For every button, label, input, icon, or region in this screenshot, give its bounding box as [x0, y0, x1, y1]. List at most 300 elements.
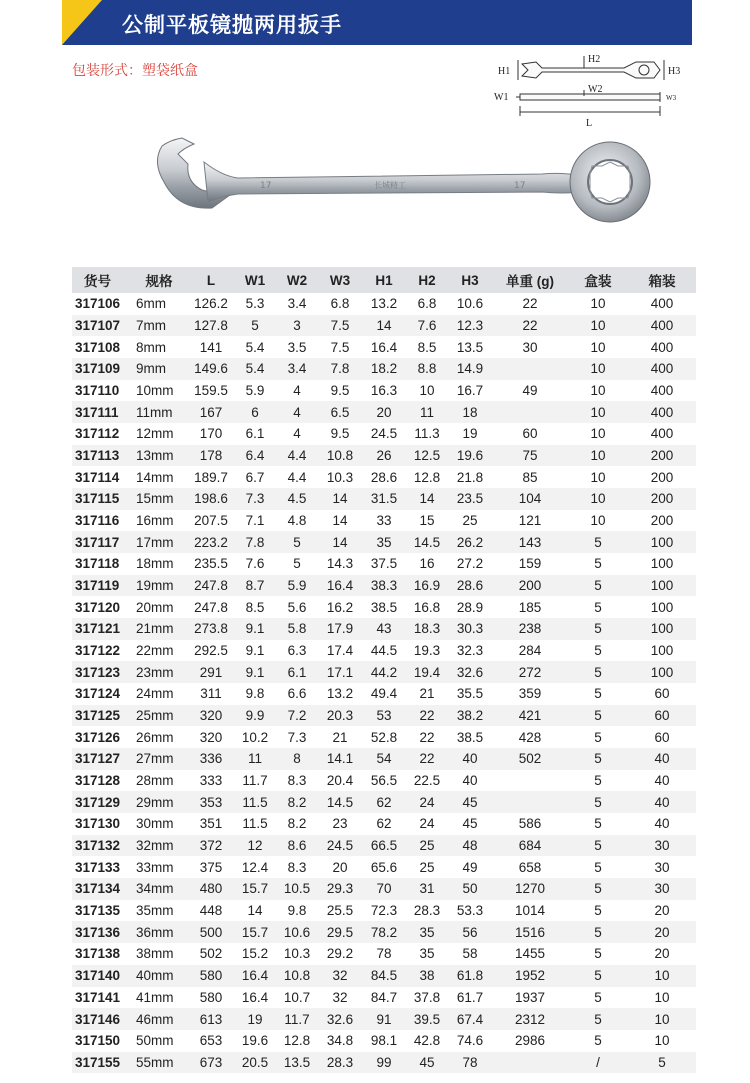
table-cell: 200	[628, 445, 696, 467]
wrench-marking-right: 17	[514, 181, 526, 191]
table-cell: 684	[492, 835, 568, 857]
table-cell: 10	[568, 401, 628, 423]
table-cell: 653	[199, 1033, 223, 1049]
table-cell: 33	[376, 513, 392, 529]
table-cell: 207.5	[194, 513, 228, 529]
table-cell: 10	[654, 1033, 670, 1049]
table-cell: 14	[247, 903, 263, 919]
table-cell	[492, 358, 568, 380]
table-cell: 65.6	[370, 859, 398, 875]
table-cell: 25	[462, 513, 478, 529]
table-cell: 9.5	[330, 383, 350, 399]
table-cell: 10.6	[456, 296, 484, 312]
table-cell: 12.5	[406, 445, 448, 467]
table-cell: 200	[650, 469, 674, 485]
table-cell: 141	[199, 339, 223, 355]
table-cell: 31	[406, 878, 448, 900]
table-cell: 5.4	[234, 358, 276, 380]
table-cell: 30	[654, 859, 670, 875]
item-code-cell: 317121	[72, 618, 130, 640]
table-cell: 24	[419, 816, 435, 832]
table-cell: 60	[654, 686, 670, 702]
table-cell: 238	[492, 618, 568, 640]
table-cell: 4	[276, 401, 318, 423]
table-cell: 29.5	[318, 921, 362, 943]
diagram-label-l: L	[586, 118, 593, 129]
table-cell: 353	[188, 791, 234, 813]
size-cell: 11mm	[130, 401, 188, 423]
table-cell: 673	[188, 1052, 234, 1074]
table-cell: 13.5	[276, 1052, 318, 1074]
table-cell: 16.9	[406, 575, 448, 597]
table-cell: 273.8	[188, 618, 234, 640]
table-cell: 45	[448, 791, 492, 813]
size-cell: 35mm	[136, 903, 174, 919]
table-cell: 5	[594, 816, 602, 832]
table-cell: 40	[654, 816, 670, 832]
size-cell: 18mm	[136, 556, 174, 572]
table-cell: 292.5	[194, 643, 228, 659]
table-cell: 54	[362, 748, 406, 770]
table-cell: 100	[628, 531, 696, 553]
table-cell: 5	[594, 946, 602, 962]
size-cell: 22mm	[136, 643, 174, 659]
table-cell: 52.8	[370, 729, 398, 745]
table-cell: 400	[628, 401, 696, 423]
table-cell: 5	[594, 1033, 602, 1049]
table-cell: 12	[234, 835, 276, 857]
table-cell: 189.7	[194, 469, 228, 485]
table-cell: 5.9	[276, 575, 318, 597]
table-cell: 372	[188, 835, 234, 857]
table-cell: 6.6	[287, 686, 307, 702]
table-cell: 11.3	[414, 426, 440, 442]
table-cell: 10.5	[276, 878, 318, 900]
table-cell: 11.5	[242, 816, 268, 832]
table-row	[72, 531, 696, 553]
table-cell: 58	[462, 946, 478, 962]
table-cell: 9.5	[330, 426, 350, 442]
table-cell: 44.5	[370, 643, 398, 659]
table-cell: 24.5	[370, 426, 398, 442]
table-cell: 10	[568, 315, 628, 337]
table-cell: 16.7	[456, 383, 484, 399]
table-cell: 4.5	[276, 488, 318, 510]
size-cell: 15mm	[130, 488, 188, 510]
table-row	[72, 813, 696, 835]
table-cell: 6.4	[234, 445, 276, 467]
item-code-cell: 317112	[75, 426, 120, 442]
item-code-cell: 317122	[75, 643, 121, 659]
table-cell: 143	[492, 531, 568, 553]
table-cell: 40	[628, 748, 696, 770]
table-row	[72, 726, 696, 748]
table-cell: 8	[276, 748, 318, 770]
item-code-cell: 317132	[72, 835, 130, 857]
table-cell: 38.2	[448, 705, 492, 727]
table-cell: 320	[199, 729, 223, 745]
size-cell: 8mm	[136, 339, 166, 355]
column-header: H2	[406, 267, 448, 293]
table-row	[72, 1052, 696, 1074]
table-cell: 7.6	[406, 315, 448, 337]
table-cell: 14	[406, 488, 448, 510]
item-code-cell: 317120	[75, 599, 121, 615]
table-cell: 200	[492, 575, 568, 597]
table-cell: 1516	[492, 921, 568, 943]
table-row	[72, 445, 696, 467]
table-cell: 284	[518, 643, 542, 659]
item-code-cell: 317111	[72, 401, 130, 423]
item-code-cell: 317109	[72, 358, 130, 380]
table-cell: 658	[518, 859, 542, 875]
packaging-note: 包装形式：塑袋纸盒	[72, 63, 198, 79]
table-cell: 18.2	[362, 358, 406, 380]
table-row	[72, 293, 696, 315]
table-cell: 66.5	[362, 835, 406, 857]
column-header: 盒装	[568, 267, 628, 293]
table-cell: 60	[654, 729, 670, 745]
table-cell: 44.2	[362, 661, 406, 683]
column-header: 货号	[72, 267, 130, 293]
table-cell: 34.8	[326, 1033, 354, 1049]
size-cell: 46mm	[130, 1008, 188, 1030]
table-cell: 5	[568, 1008, 628, 1030]
table-cell: 28.3	[318, 1052, 362, 1074]
table-cell: 14.5	[406, 531, 448, 553]
table-cell: 6.1	[276, 661, 318, 683]
table-cell: 5	[568, 965, 628, 987]
table-cell: 25	[419, 859, 435, 875]
table-cell: 4.4	[287, 469, 307, 485]
size-cell: 33mm	[136, 859, 174, 875]
table-cell: 480	[188, 878, 234, 900]
column-header: 规格	[130, 267, 188, 293]
table-cell: 5.6	[287, 599, 307, 615]
item-code-cell: 317135	[75, 903, 121, 919]
table-cell: 27.2	[456, 556, 484, 572]
item-code-cell: 317110	[75, 383, 120, 399]
table-cell: 16.4	[318, 575, 362, 597]
table-cell: 3.4	[287, 296, 307, 312]
table-cell: 104	[492, 488, 568, 510]
table-cell: 40	[654, 773, 670, 789]
table-cell: 43	[362, 618, 406, 640]
table-cell: 18.3	[406, 618, 448, 640]
table-cell: 85	[522, 469, 538, 485]
item-code-cell: 317114	[75, 469, 120, 485]
table-cell: 4.8	[287, 513, 307, 529]
table-cell: 61.7	[456, 989, 484, 1005]
table-cell: 580	[188, 965, 234, 987]
table-row	[72, 748, 696, 770]
table-cell: 8.7	[234, 575, 276, 597]
table-cell: 351	[199, 816, 223, 832]
size-cell: 30mm	[136, 816, 174, 832]
diagram-label-w1: W1	[494, 92, 509, 103]
table-cell: 10.6	[276, 921, 318, 943]
size-cell: 40mm	[130, 965, 188, 987]
table-cell: 49	[522, 383, 538, 399]
table-cell: 38.5	[370, 599, 398, 615]
table-row	[72, 380, 696, 402]
table-cell: 6.8	[330, 296, 350, 312]
table-cell: 32	[318, 965, 362, 987]
table-cell: 35	[362, 531, 406, 553]
table-row	[72, 488, 696, 510]
table-cell: 14	[318, 488, 362, 510]
table-cell: 1014	[514, 903, 546, 919]
table-cell: 1937	[514, 989, 546, 1005]
table-cell: 20	[332, 859, 348, 875]
table-cell: 333	[199, 773, 223, 789]
table-cell: 10.7	[283, 989, 311, 1005]
table-cell: 1952	[492, 965, 568, 987]
table-row	[72, 553, 696, 575]
table-cell: 5	[568, 618, 628, 640]
diagram-label-w3: W3	[666, 94, 677, 102]
item-code-cell: 317127	[72, 748, 130, 770]
table-cell: 7.3	[234, 488, 276, 510]
table-cell: 421	[492, 705, 568, 727]
table-cell: 320	[188, 705, 234, 727]
size-cell: 12mm	[136, 426, 174, 442]
table-row	[72, 336, 696, 358]
table-cell: 121	[518, 513, 542, 529]
table-cell: 5	[568, 835, 628, 857]
table-cell: 10	[590, 296, 606, 312]
table-cell: 84.7	[370, 989, 398, 1005]
table-cell: 502	[199, 946, 223, 962]
table-cell: 22	[419, 729, 435, 745]
size-cell: 38mm	[136, 946, 174, 962]
table-cell: 60	[522, 426, 538, 442]
size-cell: 9mm	[130, 358, 188, 380]
size-cell: 50mm	[136, 1033, 174, 1049]
table-cell: 9.8	[245, 686, 265, 702]
table-cell: 12.3	[448, 315, 492, 337]
table-cell: 4	[293, 426, 301, 442]
table-cell: 56.5	[370, 773, 398, 789]
table-cell: 38.3	[362, 575, 406, 597]
table-row	[72, 856, 696, 878]
table-cell: 14.5	[318, 791, 362, 813]
table-cell: 49	[462, 859, 478, 875]
table-cell: 5	[568, 791, 628, 813]
table-cell: 5	[276, 531, 318, 553]
table-cell: 502	[492, 748, 568, 770]
table-cell: 5	[568, 748, 628, 770]
table-cell: 37.8	[413, 989, 441, 1005]
table-row	[72, 423, 696, 445]
table-row	[72, 510, 696, 532]
table-cell: 20	[628, 921, 696, 943]
item-code-cell: 317146	[72, 1008, 130, 1030]
table-cell: 126.2	[194, 296, 228, 312]
table-cell: 26	[362, 445, 406, 467]
table-cell: 19.4	[406, 661, 448, 683]
size-cell: 29mm	[130, 791, 188, 813]
table-cell: 9.9	[234, 705, 276, 727]
table-cell: 16.8	[413, 599, 441, 615]
combination-wrench-icon	[142, 132, 662, 232]
table-cell: 4	[293, 383, 301, 399]
table-cell: 32.3	[456, 643, 484, 659]
table-cell: 375	[199, 859, 223, 875]
table-cell: 5.8	[276, 618, 318, 640]
table-cell: 10	[419, 383, 435, 399]
table-cell: 2312	[492, 1008, 568, 1030]
size-cell: 24mm	[136, 686, 174, 702]
table-cell: 9.8	[287, 903, 307, 919]
table-row	[72, 943, 696, 965]
table-cell: 16.4	[234, 965, 276, 987]
table-cell: 5	[594, 859, 602, 875]
diagram-label-h1: H1	[498, 66, 511, 77]
table-row	[72, 358, 696, 380]
table-cell: 32.6	[318, 1008, 362, 1030]
table-row	[72, 596, 696, 618]
table-cell: 10	[590, 513, 606, 529]
table-cell: 400	[628, 358, 696, 380]
table-row	[72, 770, 696, 792]
item-code-cell: 317130	[75, 816, 121, 832]
table-cell: 3.5	[287, 339, 307, 355]
item-code-cell: 317138	[75, 946, 121, 962]
table-cell: 30	[628, 878, 696, 900]
column-header: H1	[362, 267, 406, 293]
table-cell: 14	[332, 513, 348, 529]
table-cell: 75	[492, 445, 568, 467]
table-cell: 22	[406, 748, 448, 770]
table-cell: 5	[568, 878, 628, 900]
table-cell: 159.5	[194, 383, 228, 399]
table-cell: 8.6	[276, 835, 318, 857]
item-code-cell: 317140	[72, 965, 130, 987]
table-cell: 127.8	[188, 315, 234, 337]
size-cell: 36mm	[130, 921, 188, 943]
column-header: W2	[276, 267, 318, 293]
item-code-cell: 317113	[72, 445, 130, 467]
table-cell: 28.6	[370, 469, 398, 485]
table-cell: 84.5	[362, 965, 406, 987]
table-cell: 5	[594, 903, 602, 919]
table-cell: 223.2	[188, 531, 234, 553]
column-header: L	[188, 267, 234, 293]
spec-table-body	[72, 293, 696, 1073]
table-row	[72, 575, 696, 597]
table-cell: 5	[568, 531, 628, 553]
table-cell: 22	[406, 705, 448, 727]
table-cell: 50	[448, 878, 492, 900]
table-cell: 12.8	[283, 1033, 311, 1049]
item-code-cell: 317116	[75, 513, 120, 529]
item-code-cell: 317150	[75, 1033, 121, 1049]
table-cell: 11.7	[242, 773, 268, 789]
wrench-dimension-diagram-icon	[484, 50, 694, 130]
table-cell: 100	[628, 575, 696, 597]
size-cell: 6mm	[136, 296, 166, 312]
table-cell: 5	[594, 599, 602, 615]
table-cell: 23	[332, 816, 348, 832]
table-cell: 70	[362, 878, 406, 900]
table-cell: 61.8	[448, 965, 492, 987]
table-cell: 67.4	[448, 1008, 492, 1030]
table-cell: 100	[628, 618, 696, 640]
item-code-cell: 317115	[72, 488, 130, 510]
table-row	[72, 618, 696, 640]
item-code-cell: 317134	[72, 878, 130, 900]
size-cell: 25mm	[130, 705, 188, 727]
table-cell: 235.5	[194, 556, 228, 572]
table-cell: 91	[362, 1008, 406, 1030]
table-cell: 5.4	[245, 339, 265, 355]
wrench-marking-left: 17	[260, 181, 272, 191]
table-cell: 1455	[514, 946, 546, 962]
column-header: W1	[234, 267, 276, 293]
table-cell: 74.6	[456, 1033, 484, 1049]
table-cell: 336	[188, 748, 234, 770]
table-cell: 5	[594, 729, 602, 745]
table-cell: 78	[376, 946, 392, 962]
item-code-cell: 317129	[72, 791, 130, 813]
table-cell: 8.5	[245, 599, 265, 615]
table-cell: 311	[200, 686, 222, 702]
table-row	[72, 1008, 696, 1030]
table-cell: 17.9	[318, 618, 362, 640]
item-code-cell: 317117	[72, 531, 130, 553]
table-cell: 428	[518, 729, 542, 745]
item-code-cell: 317106	[75, 296, 121, 312]
table-cell: 20	[654, 946, 670, 962]
table-cell: 100	[650, 556, 674, 572]
table-cell: 17.4	[326, 643, 354, 659]
table-cell: 100	[650, 643, 674, 659]
table-cell: 5	[594, 556, 602, 572]
table-cell: 10	[590, 469, 606, 485]
table-cell: 5	[568, 575, 628, 597]
table-cell: 72.3	[370, 903, 398, 919]
table-cell: 7.3	[287, 729, 307, 745]
table-cell: 10	[590, 339, 606, 355]
table-cell: 56	[448, 921, 492, 943]
size-cell: 23mm	[130, 661, 188, 683]
table-cell: 159	[518, 556, 542, 572]
table-cell: 149.6	[188, 358, 234, 380]
table-cell: 5	[594, 686, 602, 702]
size-cell: 10mm	[136, 383, 174, 399]
table-cell: 5	[628, 1052, 696, 1074]
table-cell: 10.8	[276, 965, 318, 987]
table-cell: 8.2	[287, 816, 307, 832]
table-cell: 17.1	[318, 661, 362, 683]
table-cell: 48	[448, 835, 492, 857]
table-cell: 7.5	[330, 339, 350, 355]
table-cell: 9.1	[234, 618, 276, 640]
size-cell: 7mm	[130, 315, 188, 337]
page-title: 公制平板镜抛两用扳手	[122, 13, 342, 37]
item-code-cell: 317128	[75, 773, 121, 789]
table-cell: 178	[188, 445, 234, 467]
table-cell: 10	[590, 383, 606, 399]
table-cell: 100	[650, 599, 674, 615]
item-code-cell: 317118	[75, 556, 120, 572]
table-cell: 10.8	[318, 445, 362, 467]
table-cell: 6.1	[245, 426, 265, 442]
size-cell: 28mm	[136, 773, 174, 789]
table-cell: 198.6	[188, 488, 234, 510]
table-cell: 21	[332, 729, 348, 745]
